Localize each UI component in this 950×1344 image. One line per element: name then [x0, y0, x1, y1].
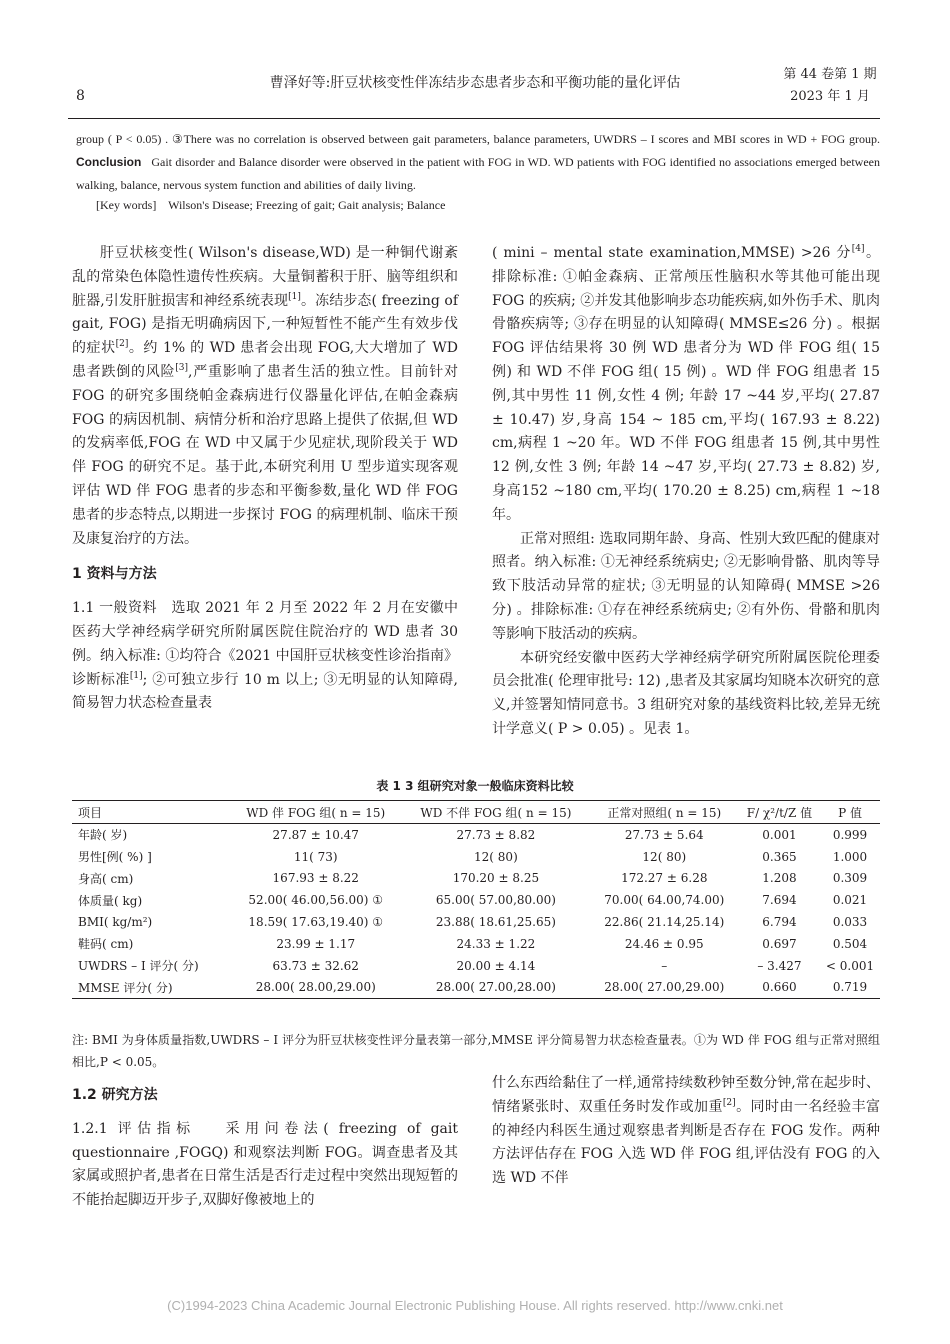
table-header-cell: 项目: [72, 801, 229, 824]
control-group-paragraph: 正常对照组: 选取同期年龄、身高、性别大致匹配的健康对照者。纳入标准: ①无神经系统病史; ②无影响骨骼、肌肉等导致下肢活动异常的症状; ③无明显的认知障碍( MMSE >26 分) 。排除标准: ①存在神经系统病史; ②有外伤、骨骼和肌肉等影响下肢活动的疾病。: [492, 530, 880, 642]
table-cell: 28.00( 28.00,29.00): [229, 977, 402, 999]
keywords: [96, 198, 876, 213]
ethics-paragraph: 本研究经安徽中医药大学神经病学研究所附属医院伦理委员会批准( 伦理审批号: 12) ,患者及其家属均知晓本次研究的意义,并签署知情同意书。3 组研究对象的基线资料比较,差异无统计学意义( P > 0.05) 。见表 1。: [492, 649, 880, 737]
intro-paragraph: 肝豆状核变性( Wilson's disease,WD) 是一种铜代谢紊乱的常染色体隐性遗传性疾病。大量铜蓄积于肝、脑等组织和脏器,引发肝脏损害和神经系统表现[1]。冻结步态( freezing of gait, FOG) 是指无明确病因下,一种短暂性不能产生有效步伐的症状[2]。约 1% 的 WD 患者会出现 FOG,大大增加了 WD 患者跌倒的风险[3],严重影响了患者生活的独立性。目前针对 FOG 的研究多围绕帕金森病进行仪器量化评估,在帕金森病 FOG 的病因机制、病情分析和治疗思路上提供了依据,但 WD 的发病率低,FOG 在 WD 中又属于少见症状,现阶段关于 WD 伴 FOG 的研究不足。基于此,本研究利用 U 型步道实现客观评估 WD 伴 FOG 患者的步态和平衡参数,量化 WD 伴 FOG 患者的步态特点,以期进一步探讨 FOG 的病理机制、临床干预及康复治疗的方法。: [72, 245, 459, 547]
table-cell: 27.73 ± 5.64: [624, 827, 704, 842]
table-row: [72, 977, 880, 999]
table-cell: 70.00( 64.00,74.00): [604, 893, 725, 908]
right-column-2: [492, 1072, 880, 1191]
table-header-cell: WD 伴 FOG 组( n = 15): [229, 801, 402, 824]
table-cell: 男性[例( %) ]: [78, 850, 152, 865]
table-header-cell: 正常对照组( n = 15): [590, 801, 739, 824]
table-cell: 0.365: [762, 849, 797, 864]
section-heading-1: 1 资料与方法: [72, 566, 157, 583]
ref-1b[interactable]: [1]: [129, 670, 143, 681]
ref-2b[interactable]: [2]: [722, 1097, 736, 1108]
conclusion-text: Gait disorder and Balance disorder were observed in the patient with FOG in WD. WD patients with FOG identified no associations emerged between walking, balance, nervous system function and abilities of daily living.: [76, 155, 880, 192]
table-cell: 1.208: [762, 871, 797, 886]
table-cell: 0.021: [832, 893, 868, 908]
conclusion-label: Conclusion: [76, 155, 142, 169]
table-cell: 1.000: [832, 849, 868, 864]
table-header-cell: WD 不伴 FOG 组( n = 15): [402, 801, 590, 824]
issue-date: 2023 年 1 月: [790, 89, 870, 104]
table-cell: 172.27 ± 6.28: [621, 871, 708, 886]
clinical-data-table: [72, 800, 880, 999]
table-cell: 12( 80): [474, 849, 518, 864]
keywords-text: Wilson's Disease; Freezing of gait; Gait analysis; Balance: [168, 198, 446, 212]
table-cell: 170.20 ± 8.25: [452, 871, 540, 886]
table-cell: 23.88( 18.61,25.65): [435, 915, 556, 930]
page-number: 8: [76, 88, 85, 104]
table-note: 注: BMI 为身体质量指数,UWDRS – I 评分为肝豆状核变性评分量表第一部分,MMSE 评分简易智力状态检查量表。①为 WD 伴 FOG 组与正常对照组相比,P < 0.05。: [72, 1033, 880, 1069]
table-cell: 65.00( 57.00,80.00): [435, 893, 556, 908]
left-column: [72, 242, 458, 716]
table-cell: 7.694: [762, 893, 797, 908]
table-cell: 18.59( 17.63,19.40) ①: [248, 915, 384, 930]
table-cell: 体质量( kg): [78, 893, 143, 908]
table-cell: 20.00 ± 4.14: [456, 958, 536, 973]
table-cell: 24.46 ± 0.95: [624, 936, 704, 951]
table-cell: 167.93 ± 8.22: [272, 871, 359, 886]
copyright-footer: (C)1994-2023 China Academic Journal Electronic Publishing House. All rights reserved. http://www.cnki.net: [167, 1298, 783, 1313]
english-abstract: [76, 128, 880, 197]
volume-info: [760, 64, 900, 108]
table-cell: 0.001: [762, 827, 797, 842]
table-row: [72, 889, 880, 911]
table-cell: 0.309: [832, 871, 868, 886]
table-cell: 63.73 ± 32.62: [272, 958, 359, 973]
table-cell: BMI( kg/m²): [78, 915, 153, 930]
table-row: [72, 846, 880, 868]
table-cell: 0.999: [832, 827, 868, 842]
abstract-results: group ( P < 0.05) . ③There was no correlation is observed between gait parameters, balance parameters, UWDRS – I scores and MBI scores in WD + FOG group.: [76, 132, 880, 146]
table-cell: 28.00( 27.00,28.00): [402, 977, 590, 999]
table-cell: –: [661, 958, 668, 973]
table-cell: 24.33 ± 1.22: [456, 936, 536, 951]
table-caption: 表 1 3 组研究对象一般临床资料比较: [376, 779, 574, 793]
ref-4[interactable]: [4]: [851, 244, 865, 254]
table-cell: 12( 80): [642, 849, 687, 864]
ref-1[interactable]: [1]: [288, 291, 301, 302]
table-cell: 0.719: [820, 977, 880, 999]
section-1-2-1: 1.2.1 评估指标 采用问卷法( freezing of gait questionnaire ,FOGQ) 和观察法判断 FOG。调查患者及其家属或照护者,患者在日常生活是否行走过程中突然出现短暂的不能抬起脚迈开步子,双脚好像被地上的: [72, 1120, 458, 1209]
table-cell: 52.00( 46.00,56.00) ①: [248, 893, 384, 908]
table-cell: 0.504: [832, 936, 868, 951]
fog-definition-paragraph: 什么东西给黏住了一样,通常持续数秒钟至数分钟,常在起步时、情绪紧张时、双重任务时发作或加重[2]。同时由一名经验丰富的神经内科医生通过观察患者判断是否存在 FOG 发作。两种方法评估存在 FOG 入选 WD 伴 FOG 组,评估没有 FOG 的入选 WD 不伴: [492, 1075, 880, 1187]
header-rule: [68, 118, 880, 119]
table-cell: 11( 73): [293, 849, 338, 864]
table-cell: 22.86( 21.14,25.14): [604, 915, 725, 930]
subsection-label: 1.2.1 评估指标: [72, 1120, 196, 1137]
table-cell: < 0.001: [825, 958, 875, 973]
left-column-2: [72, 1072, 458, 1213]
table-cell: 6.794: [762, 915, 797, 930]
table-cell: 鞋码( cm): [78, 937, 134, 952]
table-header-cell: F/ χ²/t/Z 值: [739, 801, 820, 824]
section-1-1: 1.1 一般资料 选取 2021 年 2 月至 2022 年 2 月在安徽中医药大学神经病学研究所附属医院住院治疗的 WD 患者 30 例。纳入标准: ①均符合《2021 中国肝豆状核变性诊治指南》诊断标准[1]; ②可独立步行 10 m 以上; ③无明显的认知障碍,简易智力状态检查量表: [72, 600, 459, 712]
table-header-row: [72, 801, 880, 824]
table-cell: 0.697: [762, 936, 797, 951]
table-cell: 27.87 ± 10.47: [272, 827, 359, 842]
table-cell: 0.033: [832, 915, 868, 930]
table-row: [72, 933, 880, 955]
subsection-label: 1.1 一般资料: [72, 600, 157, 617]
section-heading-1-2: 1.2 研究方法: [72, 1087, 158, 1103]
table-row: [72, 824, 880, 846]
table-cell: 身高( cm): [78, 871, 134, 886]
table-cell: MMSE 评分( 分): [72, 977, 229, 999]
right-column: [492, 242, 880, 742]
table-cell: – 3.427: [757, 958, 802, 973]
keywords-label: [Key words]: [96, 198, 157, 212]
table-cell: 年龄( 岁): [78, 828, 128, 843]
table-header-cell: P 值: [820, 801, 880, 824]
table-cell: 0.660: [739, 977, 820, 999]
ref-3[interactable]: [3]: [175, 362, 189, 373]
table-cell: UWDRS – I 评分( 分): [78, 959, 199, 974]
table-cell: 27.73 ± 8.82: [456, 827, 536, 842]
table-row: [72, 868, 880, 890]
running-title: 曹泽好等:肝豆状核变性伴冻结步态患者步态和平衡功能的量化评估: [269, 75, 681, 91]
table-cell: 23.99 ± 1.17: [276, 936, 356, 951]
volume: 第 44 卷第 1 期: [783, 67, 877, 82]
table-row: [72, 911, 880, 933]
table-cell: 28.00( 27.00,29.00): [590, 977, 739, 999]
table-row: [72, 955, 880, 977]
ref-2[interactable]: [2]: [115, 339, 129, 350]
criteria-paragraph: ( mini – mental state examination,MMSE) >26 分[4]。排除标准: ①帕金森病、正常颅压性脑积水等其他可能出现 FOG 的疾病; ②并发其他影响步态功能疾病,如外伤手术、肌肉骨骼疾病等; ③存在明显的认知障碍( MMSE≤26 分) 。根据 FOG 评估结果将 30 例 WD 患者分为 WD 伴 FOG 组( 15 例) 和 WD 不伴 FOG 组( 15 例) 。WD 伴 FOG 组患者 15 例,其中男性 11 例,女性 4 例; 年龄 17 ~44 岁,平均( 27.87 ± 10.47) 岁,身高 154 ~ 185 cm,平均( 167.93 ± 8.22) cm,病程 1 ~20 年。WD 不伴 FOG 组患者 15 例,其中男性 12 例,女性 3 例; 年龄 14 ~47 岁,平均( 27.73 ± 8.82) 岁,身高152 ~180 cm,平均( 170.20 ± 8.25) cm,病程 1 ~18 年。: [492, 244, 880, 523]
